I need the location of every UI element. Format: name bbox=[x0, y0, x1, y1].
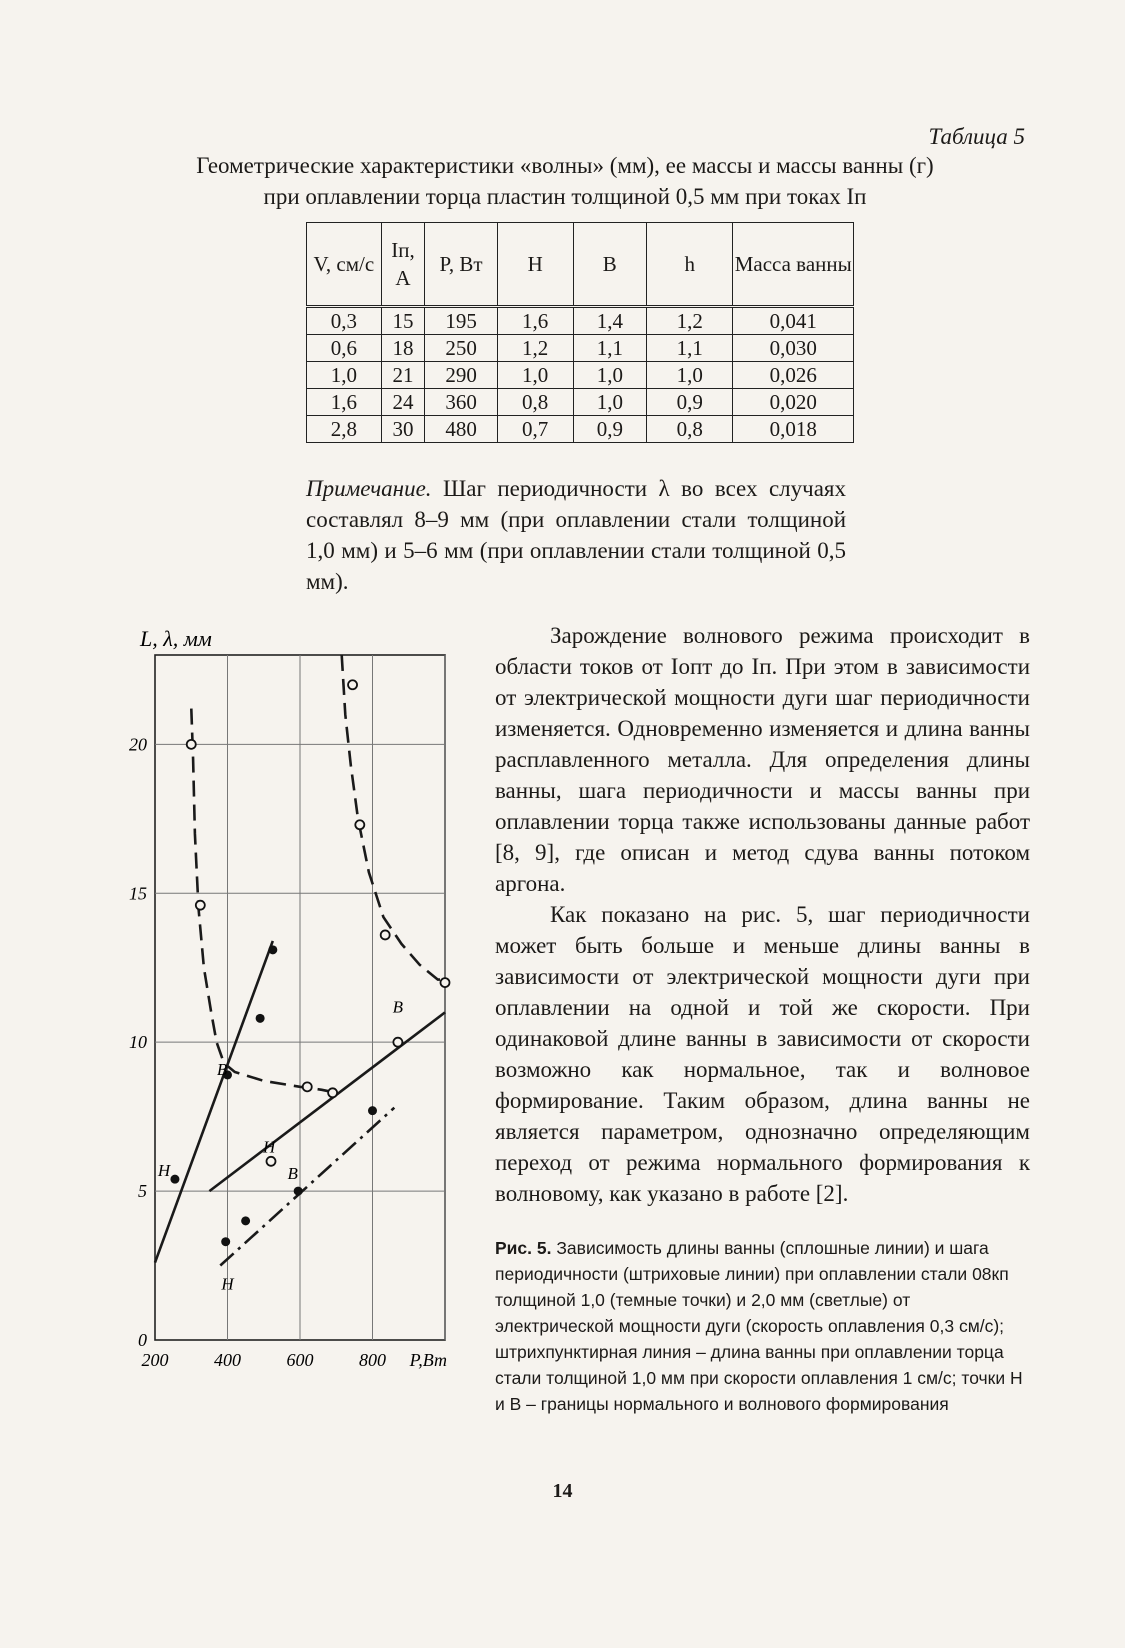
table-cell: 0,026 bbox=[733, 362, 854, 389]
x-tick-label: 400 bbox=[214, 1350, 241, 1370]
table-row bbox=[307, 416, 854, 443]
table-cell: 0,041 bbox=[733, 307, 854, 335]
data-point-light bbox=[393, 1038, 402, 1047]
data-point-dark bbox=[241, 1216, 250, 1225]
figure-label: Рис. 5. bbox=[495, 1238, 552, 1258]
y-tick-label: 20 bbox=[129, 734, 147, 755]
caption-line-1: Геометрические характеристики «волны» (мм), ее массы и массы ванны (г) bbox=[196, 153, 934, 178]
data-point-light bbox=[196, 901, 205, 910]
data-point-light bbox=[328, 1088, 337, 1097]
y-tick-label: 15 bbox=[129, 883, 147, 904]
caption-line-2: при оплавлении торца пластин толщиной 0,5 мм при токах Iп bbox=[263, 184, 867, 209]
table-cell: 0,3 bbox=[307, 307, 382, 335]
table-cell: 1,1 bbox=[647, 335, 733, 362]
table-cell: 18 bbox=[381, 335, 425, 362]
page-number: 14 bbox=[552, 1480, 573, 1502]
table-cell: 0,6 bbox=[307, 335, 382, 362]
x-tick-label: 200 bbox=[141, 1350, 169, 1370]
table-row bbox=[307, 335, 854, 362]
figure-chart bbox=[120, 630, 465, 1395]
data-point-light bbox=[355, 820, 364, 829]
table-cell: 1,6 bbox=[307, 389, 382, 416]
point-annotation: Н bbox=[263, 1137, 276, 1157]
table-label: Таблица 5 bbox=[928, 124, 1025, 149]
series-line bbox=[342, 655, 445, 980]
point-annotation: В bbox=[287, 1164, 298, 1184]
table-cell: 24 bbox=[381, 389, 425, 416]
table-row bbox=[307, 389, 854, 416]
table-row bbox=[307, 307, 854, 335]
table-cell: 0,8 bbox=[497, 389, 573, 416]
table-caption bbox=[100, 150, 1030, 212]
table-cell: 30 bbox=[381, 416, 425, 443]
table-cell: 480 bbox=[425, 416, 498, 443]
table-cell: 1,0 bbox=[573, 389, 647, 416]
table-cell: 1,6 bbox=[497, 307, 573, 335]
col-header-h-upper: H bbox=[497, 223, 573, 307]
point-annotation: В bbox=[392, 997, 404, 1017]
y-axis-label: L, λ, мм bbox=[140, 630, 212, 651]
table-header-row bbox=[307, 223, 854, 307]
body-paragraph-2: Как показано на рис. 5, шаг периодичности может быть больше и меньше длины ванны в зависимости от электрической мощности дуги при оплавлении на одной и той же скорости. При одинаковой длине ванны в зависимости от скорости возможно как нормальное, так и волновое формирование. Таким образом, длина ванны не является параметром, однозначно определяющим переход от режима нормального формирования к волновому, как указано в работе [2]. bbox=[495, 902, 1030, 1206]
data-point-dark bbox=[170, 1175, 179, 1184]
data-point-dark bbox=[368, 1106, 377, 1115]
data-point-dark bbox=[268, 945, 277, 954]
col-header-h-lower: h bbox=[647, 223, 733, 307]
data-point-light bbox=[303, 1082, 312, 1091]
table-cell: 0,018 bbox=[733, 416, 854, 443]
x-tick-label: 600 bbox=[286, 1350, 314, 1370]
x-axis-label: P,Вт bbox=[409, 1350, 447, 1370]
table-cell: 15 bbox=[381, 307, 425, 335]
data-point-dark bbox=[221, 1237, 230, 1246]
point-annotation: Н bbox=[221, 1274, 234, 1294]
figure-caption bbox=[495, 1235, 1030, 1417]
col-header-mass: Масса ванны bbox=[733, 223, 854, 307]
col-header-p: P, Вт bbox=[425, 223, 498, 307]
table-cell: 360 bbox=[425, 389, 498, 416]
table-cell: 1,0 bbox=[647, 362, 733, 389]
table-cell: 290 bbox=[425, 362, 498, 389]
table-cell: 250 bbox=[425, 335, 498, 362]
table-row bbox=[307, 362, 854, 389]
table-cell: 195 bbox=[425, 307, 498, 335]
table-cell: 0,030 bbox=[733, 335, 854, 362]
y-tick-label: 10 bbox=[129, 1032, 147, 1053]
table-cell: 1,1 bbox=[573, 335, 647, 362]
figure-caption-text: Зависимость длины ванны (сплошные линии) и шага периодичности (штриховые линии) при оплавлении стали 08кп толщиной 1,0 (темные точки) и 2,0 мм (светлые) от электрической мощности дуги (скорость оплавления 0,3 см/с); штрихпунктирная линия – длина ванны при оплавлении торца стали толщиной 1,0 мм при скорости оплавления 1 см/с; точки H и B – границы нормального и волнового формирования bbox=[495, 1238, 1023, 1414]
table-cell: 1,0 bbox=[497, 362, 573, 389]
data-point-light bbox=[267, 1157, 276, 1166]
point-annotation: Н bbox=[157, 1161, 171, 1181]
data-point-dark bbox=[256, 1014, 265, 1023]
col-header-ip: Iп, А bbox=[381, 223, 425, 307]
table-cell: 1,2 bbox=[647, 307, 733, 335]
table-cell: 1,0 bbox=[573, 362, 647, 389]
col-header-v: V, см/с bbox=[307, 223, 382, 307]
table-cell: 1,4 bbox=[573, 307, 647, 335]
table-cell: 0,7 bbox=[497, 416, 573, 443]
series-line bbox=[209, 1012, 445, 1191]
point-annotation: В bbox=[216, 1059, 228, 1079]
table-cell: 1,2 bbox=[497, 335, 573, 362]
table-cell: 1,0 bbox=[307, 362, 382, 389]
table-cell: 2,8 bbox=[307, 416, 382, 443]
table-cell: 21 bbox=[381, 362, 425, 389]
table-cell: 0,020 bbox=[733, 389, 854, 416]
data-point-light bbox=[441, 978, 450, 987]
table-cell: 0,9 bbox=[647, 389, 733, 416]
y-tick-label: 0 bbox=[138, 1330, 147, 1350]
y-tick-label: 5 bbox=[138, 1181, 147, 1202]
x-tick-label: 800 bbox=[359, 1350, 386, 1370]
data-point-dark bbox=[294, 1187, 303, 1196]
table-note bbox=[306, 473, 846, 597]
series-line bbox=[191, 709, 336, 1093]
data-point-light bbox=[381, 930, 390, 939]
note-text: Шаг периодичности λ во всех случаях составлял 8–9 мм (при оплавлении стали толщиной 1,0 мм) и 5–6 мм (при оплавлении стали толщиной 0,5 мм). bbox=[306, 476, 846, 594]
series-line bbox=[220, 1108, 394, 1266]
series-line bbox=[155, 941, 273, 1263]
table-cell: 0,8 bbox=[647, 416, 733, 443]
data-point-light bbox=[187, 740, 196, 749]
note-lead: Примечание. bbox=[306, 476, 432, 501]
body-text bbox=[495, 620, 1030, 1209]
col-header-b: B bbox=[573, 223, 647, 307]
body-paragraph-1: Зарождение волнового режима происходит в области токов от Iопт до Iп. При этом в зависимости от электрической мощности дуги шаг периодичности изменяется. Одновременно изменяется и длина ванны расплавленного металла. Для определения длины ванны, шага периодичности и массы ванны при оплавлении торца также использованы данные работ [8, 9], где описан и метод сдува ванны потоком аргона. bbox=[495, 623, 1030, 896]
data-point-light bbox=[348, 680, 357, 689]
data-table bbox=[306, 222, 854, 443]
table-cell: 0,9 bbox=[573, 416, 647, 443]
